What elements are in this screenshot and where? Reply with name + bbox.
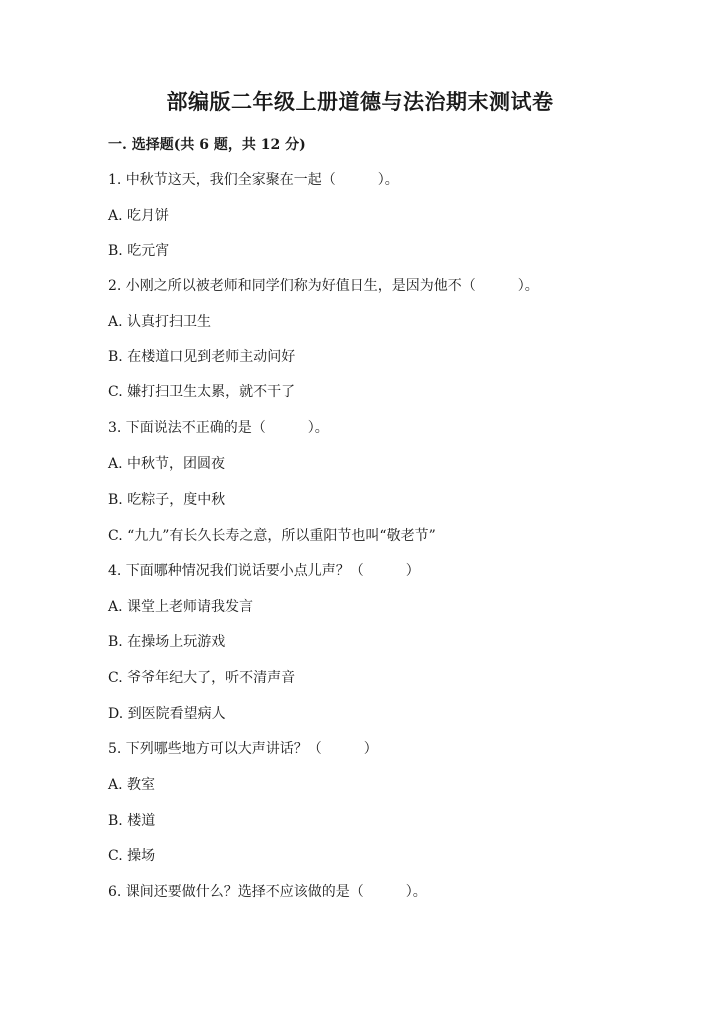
- section-heading: 一. 选择题(共 6 题，共 12 分): [108, 137, 306, 153]
- question-2-stem: 2. 小刚之所以被老师和同学们称为好值日生，是因为他不（ ）。: [108, 278, 539, 294]
- question-2-option-b: B. 在楼道口见到老师主动问好: [108, 349, 296, 365]
- question-1-stem: 1. 中秋节这天，我们全家聚在一起（ ）。: [108, 172, 399, 188]
- question-5-option-a: A. 教室: [108, 777, 156, 793]
- question-3-option-a: A. 中秋节，团圆夜: [108, 456, 226, 472]
- question-5-stem: 5. 下列哪些地方可以大声讲话？（ ）: [108, 741, 378, 757]
- question-4-option-d: D. 到医院看望病人: [108, 706, 226, 722]
- question-4-stem: 4. 下面哪种情况我们说话要小点儿声？（ ）: [108, 563, 420, 579]
- question-3-option-c: C. “九九”有长久长寿之意，所以重阳节也叫“敬老节”: [108, 528, 436, 544]
- question-4-option-c: C. 爷爷年纪大了，听不清声音: [108, 670, 296, 686]
- question-2-option-a: A. 认真打扫卫生: [108, 314, 212, 330]
- question-3-option-b: B. 吃粽子，度中秋: [108, 492, 226, 508]
- question-2-option-c: C. 嫌打扫卫生太累，就不干了: [108, 384, 296, 400]
- question-5-option-c: C. 操场: [108, 848, 156, 864]
- question-1-option-b: B. 吃元宵: [108, 243, 170, 259]
- question-4-option-b: B. 在操场上玩游戏: [108, 634, 226, 650]
- question-1-option-a: A. 吃月饼: [108, 208, 170, 224]
- question-6-stem: 6. 课间还要做什么？选择不应该做的是（ ）。: [108, 884, 427, 900]
- question-3-stem: 3. 下面说法不正确的是（ ）。: [108, 420, 329, 436]
- page-title: 部编版二年级上册道德与法治期末测试卷: [166, 89, 554, 114]
- question-4-option-a: A. 课堂上老师请我发言: [108, 599, 254, 615]
- question-5-option-b: B. 楼道: [108, 813, 156, 829]
